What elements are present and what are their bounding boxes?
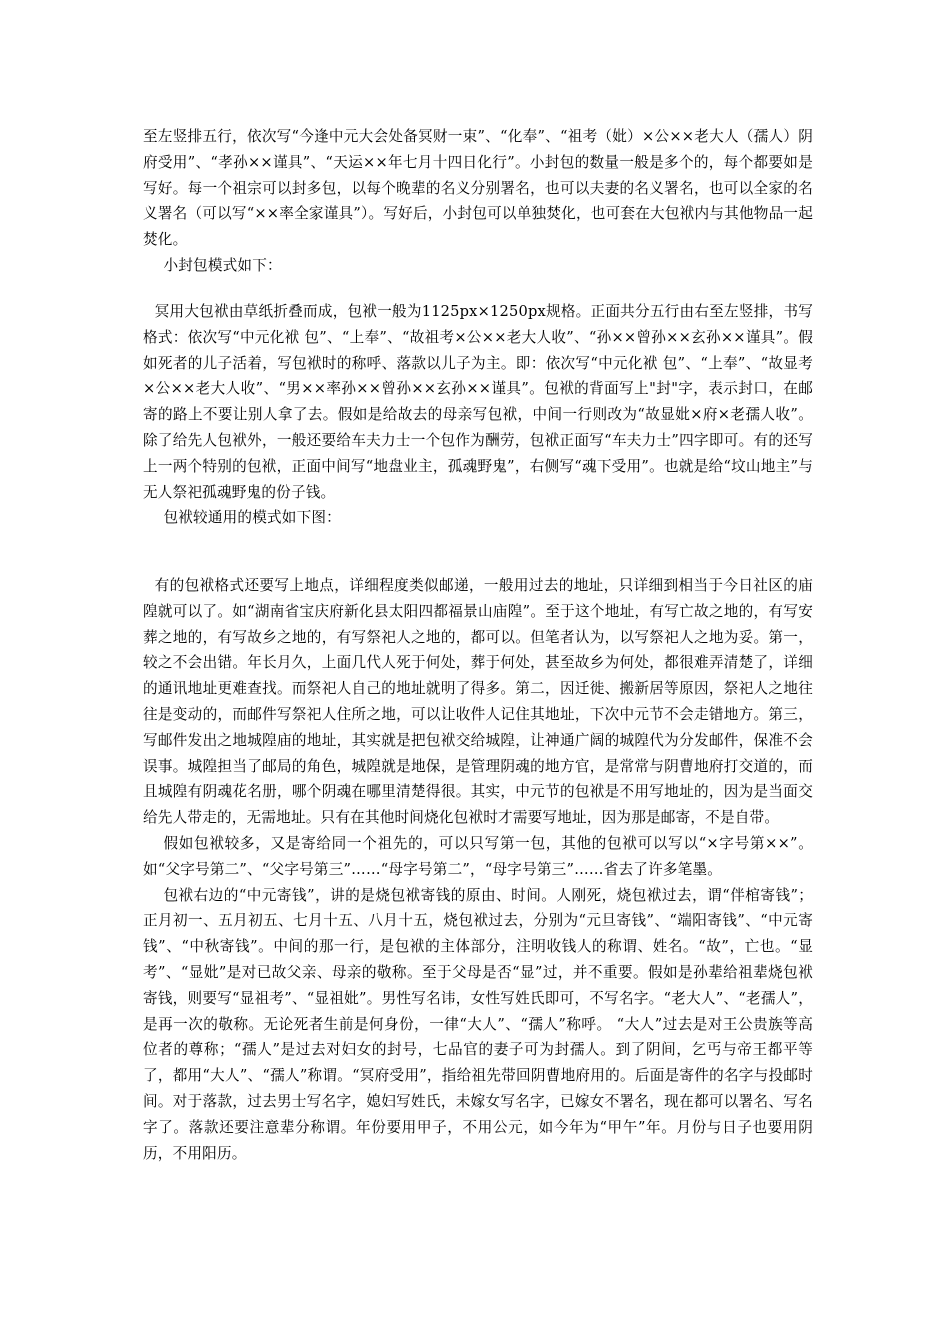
paragraph-big-package-caption: 包袱较通用的模式如下图： bbox=[163, 509, 341, 527]
text-section-address bbox=[143, 573, 813, 1166]
text-section-small-package bbox=[143, 124, 813, 279]
paragraph-small-package-format: 至左竖排五行，依次写“今逢中元大会处备冥财一束”、“化奉”、“祖考（妣）×公××老大人（孺人）阴府受用”、“孝孙××谨具”、“天运××年七月十四日化行”。小封包的数量一般是多个的，每个都要如是写好。每一个祖宗可以封多包，以每个晚辈的名义分别署名，也可以夫妻的名义署名，也可以全家的名义署名（可以写“××率全家谨具”）。写好后，小封包可以单独焚化，也可套在大包袱内与其他物品一起焚化。 bbox=[143, 128, 813, 249]
paragraph-meaning: 包袱右边的“中元寄钱”，讲的是烧包袱寄钱的原由、时间。人刚死，烧包袱过去，谓“伴棺寄钱”；正月初一、五月初五、七月十五、八月十五，烧包袱过去，分别为“元旦寄钱”、“端阳寄钱”、“中元寄钱”、“中秋寄钱”。中间的那一行，是包袱的主体部分，注明收钱人的称谓、姓名。“故”，亡也。“显考”、“显妣”是对已故父亲、母亲的敬称。至于父母是否“显”过，并不重要。假如是孙辈给祖辈烧包袱寄钱，则要写“显祖考”、“显祖妣”。男性写名讳，女性写姓氏即可，不写名字。“老大人”、“老孺人”，是再一次的敬称。无论死者生前是何身份，一律“大人”、“孺人”称呼。 “大人”过去是对王公贵族等高位者的尊称；“孺人”是过去对妇女的封号，七品官的妻子可为封孺人。到了阴间，乞丐与帝王都平等了，都用“大人”、“孺人”称谓。“冥府受用”，指给祖先带回阴曹地府用的。后面是寄件的名字与投邮时间。对于落款，过去男士写名字，媳妇写姓氏，未嫁女写名字，已嫁女不署名，现在都可以署名、写名字了。落款还要注意辈分称谓。年份要用甲子，不用公元，如今年为“甲午”年。月份与日子也要用阴历，不用阳历。 bbox=[143, 886, 813, 1162]
paragraph-address: 有的包袱格式还要写上地点，详细程度类似邮递，一般用过去的地址，只详细到相当于今日社区的庙隍就可以了。如“湖南省宝庆府新化县太阳四都福景山庙隍”。至于这个地址，有写亡故之地的，有写安葬之地的，有写故乡之地的，有写祭祀人之地的，都可以。但笔者认为，以写祭祀人之地为妥。第一，较之不会出错。年长月久，上面几代人死于何处，葬于何处，甚至故乡为何处，都很难弄清楚了，详细的通讯地址更难查找。而祭祀人自己的地址就明了得多。第二，因迁徙、搬新居等原因，祭祀人之地往往是变动的，而邮件写祭祀人住所之地，可以让收件人记住其地址，下次中元节不会走错地方。第三，写邮件发出之地城隍庙的地址，其实就是把包袱交给城隍，让神通广阔的城隍代为分发邮件，保准不会误事。城隍担当了邮局的角色，城隍就是地保，是管理阴魂的地方官，是常常与阴曹地府打交道的，而且城隍有阴魂花名册，哪个阴魂在哪里清楚得很。其实，中元节的包袱是不用写地址的，因为是当面交给先人带走的，无需地址。只有在其他时间烧化包袱时才需要写地址，因为那是邮寄，不是自带。 bbox=[143, 577, 813, 827]
paragraph-big-package-format: 冥用大包袱由草纸折叠而成，包袱一般为1125px×1250px规格。正面共分五行由右至左竖排，书写格式：依次写“中元化袱 包”、“上奉”、“故祖考×公××老大人收”、“孙××曾孙××玄孙××谨具”。假如死者的儿子活着，写包袱时的称呼、落款以儿子为主。即：依次写“中元化袱 包”、“上奉”、“故显考×公××老大人收”、“男××率孙××曾孙××玄孙××谨具”。包袱的背面写上"封"字，表示封口，在邮寄的路上不要让别人拿了去。假如是给故去的母亲写包袱，中间一行则改为“故显妣×府×老孺人收”。除了给先人包袱外，一般还要给车夫力士一个包作为酬劳，包袱正面写“车夫力士”四字即可。有的还写上一两个特别的包袱，正面中间写“地盘业主，孤魂野鬼”，右侧写“魂下受用”。也就是给“坟山地主”与无人祭祀孤魂野鬼的份子钱。 bbox=[143, 303, 813, 501]
text-section-big-package bbox=[143, 299, 813, 531]
paragraph-numbering: 假如包袱较多，又是寄给同一个祖先的，可以只写第一包，其他的包袱可以写以“×字号第××”。如“父字号第二”、“父字号第三”……“母字号第二”，“母字号第三”……省去了许多笔墨。 bbox=[143, 834, 813, 878]
paragraph-small-package-caption: 小封包模式如下： bbox=[163, 256, 282, 274]
